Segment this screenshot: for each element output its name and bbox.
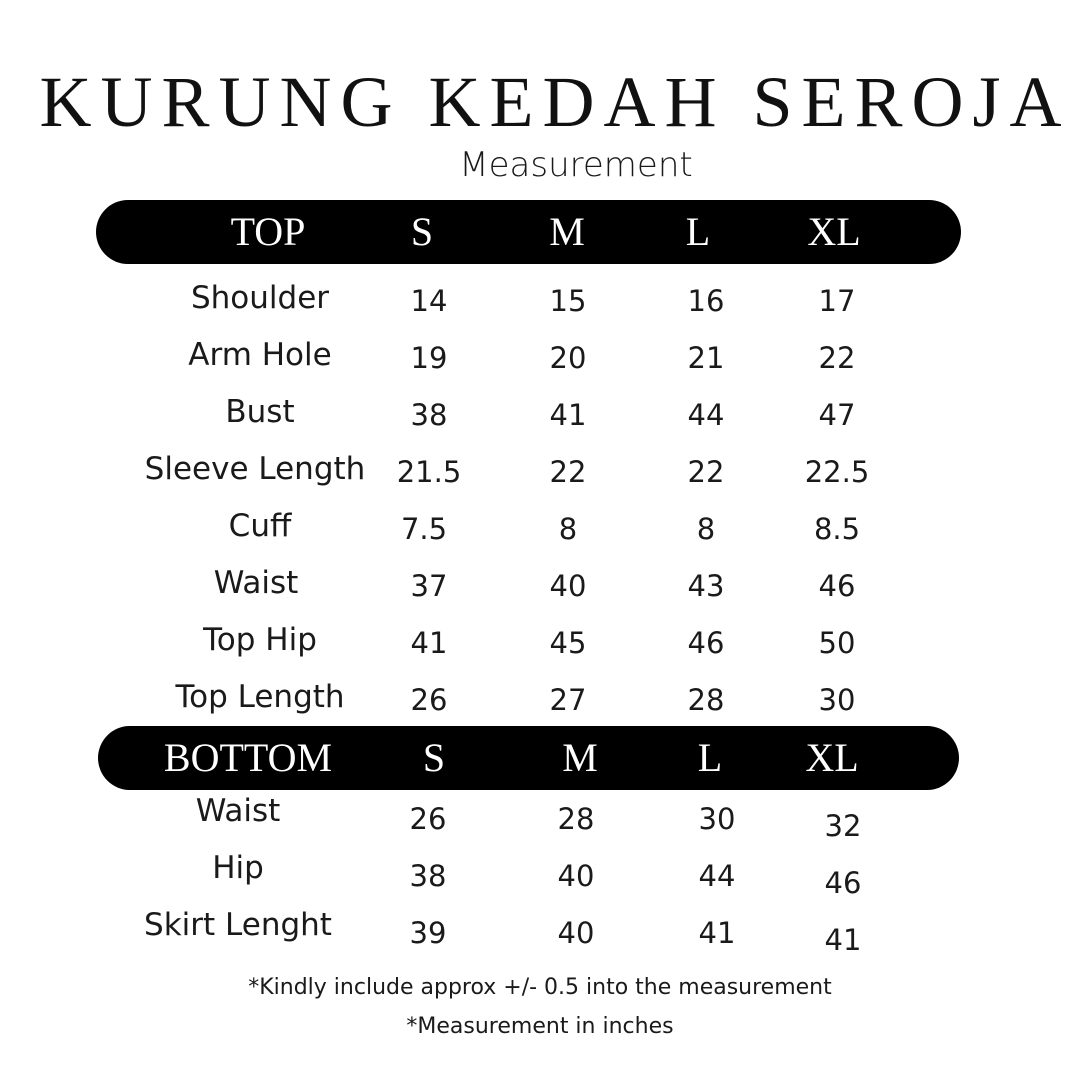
table-cell: 30 <box>818 683 856 717</box>
table-cell: 20 <box>549 341 587 375</box>
table-cell: 14 <box>410 284 448 318</box>
table-cell: 22 <box>687 455 725 489</box>
row-label: Top Hip <box>203 622 317 658</box>
top-header-label: TOP <box>230 209 306 254</box>
table-cell: 22 <box>549 455 587 489</box>
table-cell: 7.5 <box>400 512 448 546</box>
table-cell: 41 <box>549 398 587 432</box>
table-cell: 45 <box>549 626 587 660</box>
table-cell: 15 <box>549 284 587 318</box>
size-header-s: S <box>422 735 446 780</box>
note-units: *Measurement in inches <box>406 1014 674 1039</box>
table-cell: 21.5 <box>396 455 462 489</box>
table-cell: 39 <box>409 916 447 950</box>
size-header-xl: XL <box>807 209 861 254</box>
table-cell: 27 <box>549 683 587 717</box>
row-label: Waist <box>195 793 281 829</box>
table-cell: 17 <box>818 284 856 318</box>
table-cell: 46 <box>818 569 856 603</box>
table-cell: 41 <box>410 626 448 660</box>
row-label: Waist <box>213 565 299 601</box>
bottom-header-label: BOTTOM <box>163 735 333 780</box>
size-header-m: M <box>562 735 598 780</box>
table-cell: 44 <box>687 398 725 432</box>
table-cell: 8 <box>696 512 716 546</box>
table-cell: 50 <box>818 626 856 660</box>
table-cell: 46 <box>687 626 725 660</box>
table-cell: 22.5 <box>804 455 870 489</box>
row-label: Hip <box>212 850 264 886</box>
table-cell: 47 <box>818 398 856 432</box>
table-cell: 28 <box>557 802 595 836</box>
size-header-xl: XL <box>805 735 859 780</box>
row-label: Bust <box>225 394 295 430</box>
table-cell: 22 <box>818 341 856 375</box>
page-subtitle: Measurement <box>459 145 693 185</box>
table-cell: 16 <box>687 284 725 318</box>
table-cell: 41 <box>698 916 736 950</box>
note-tolerance: *Kindly include approx +/- 0.5 into the measurement <box>248 975 832 1000</box>
size-header-m: M <box>549 209 585 254</box>
row-label: Skirt Lenght <box>144 907 332 943</box>
table-cell: 40 <box>549 569 587 603</box>
row-label: Arm Hole <box>188 337 332 373</box>
table-cell: 40 <box>557 916 595 950</box>
row-label: Cuff <box>228 508 292 544</box>
table-cell: 38 <box>410 398 448 432</box>
table-cell: 44 <box>698 859 736 893</box>
table-cell: 38 <box>409 859 447 893</box>
table-cell: 8.5 <box>813 512 861 546</box>
size-header-l: L <box>697 735 723 780</box>
size-header-l: L <box>685 209 711 254</box>
row-label: Top Length <box>175 679 345 715</box>
table-cell: 46 <box>824 866 862 900</box>
table-cell: 30 <box>698 802 736 836</box>
table-cell: 19 <box>410 341 448 375</box>
table-cell: 26 <box>410 683 448 717</box>
table-cell: 43 <box>687 569 725 603</box>
page-title: KURUNG KEDAH SEROJA <box>39 62 1071 142</box>
table-cell: 32 <box>824 809 862 843</box>
table-cell: 28 <box>687 683 725 717</box>
table-cell: 41 <box>824 923 862 957</box>
top-header-bar <box>96 200 961 264</box>
table-cell: 21 <box>687 341 725 375</box>
table-cell: 8 <box>558 512 578 546</box>
table-cell: 40 <box>557 859 595 893</box>
row-label: Sleeve Length <box>144 451 366 487</box>
bottom-header-bar <box>98 726 959 790</box>
table-cell: 26 <box>409 802 447 836</box>
row-label: Shoulder <box>190 280 330 316</box>
size-header-s: S <box>410 209 434 254</box>
table-cell: 37 <box>410 569 448 603</box>
